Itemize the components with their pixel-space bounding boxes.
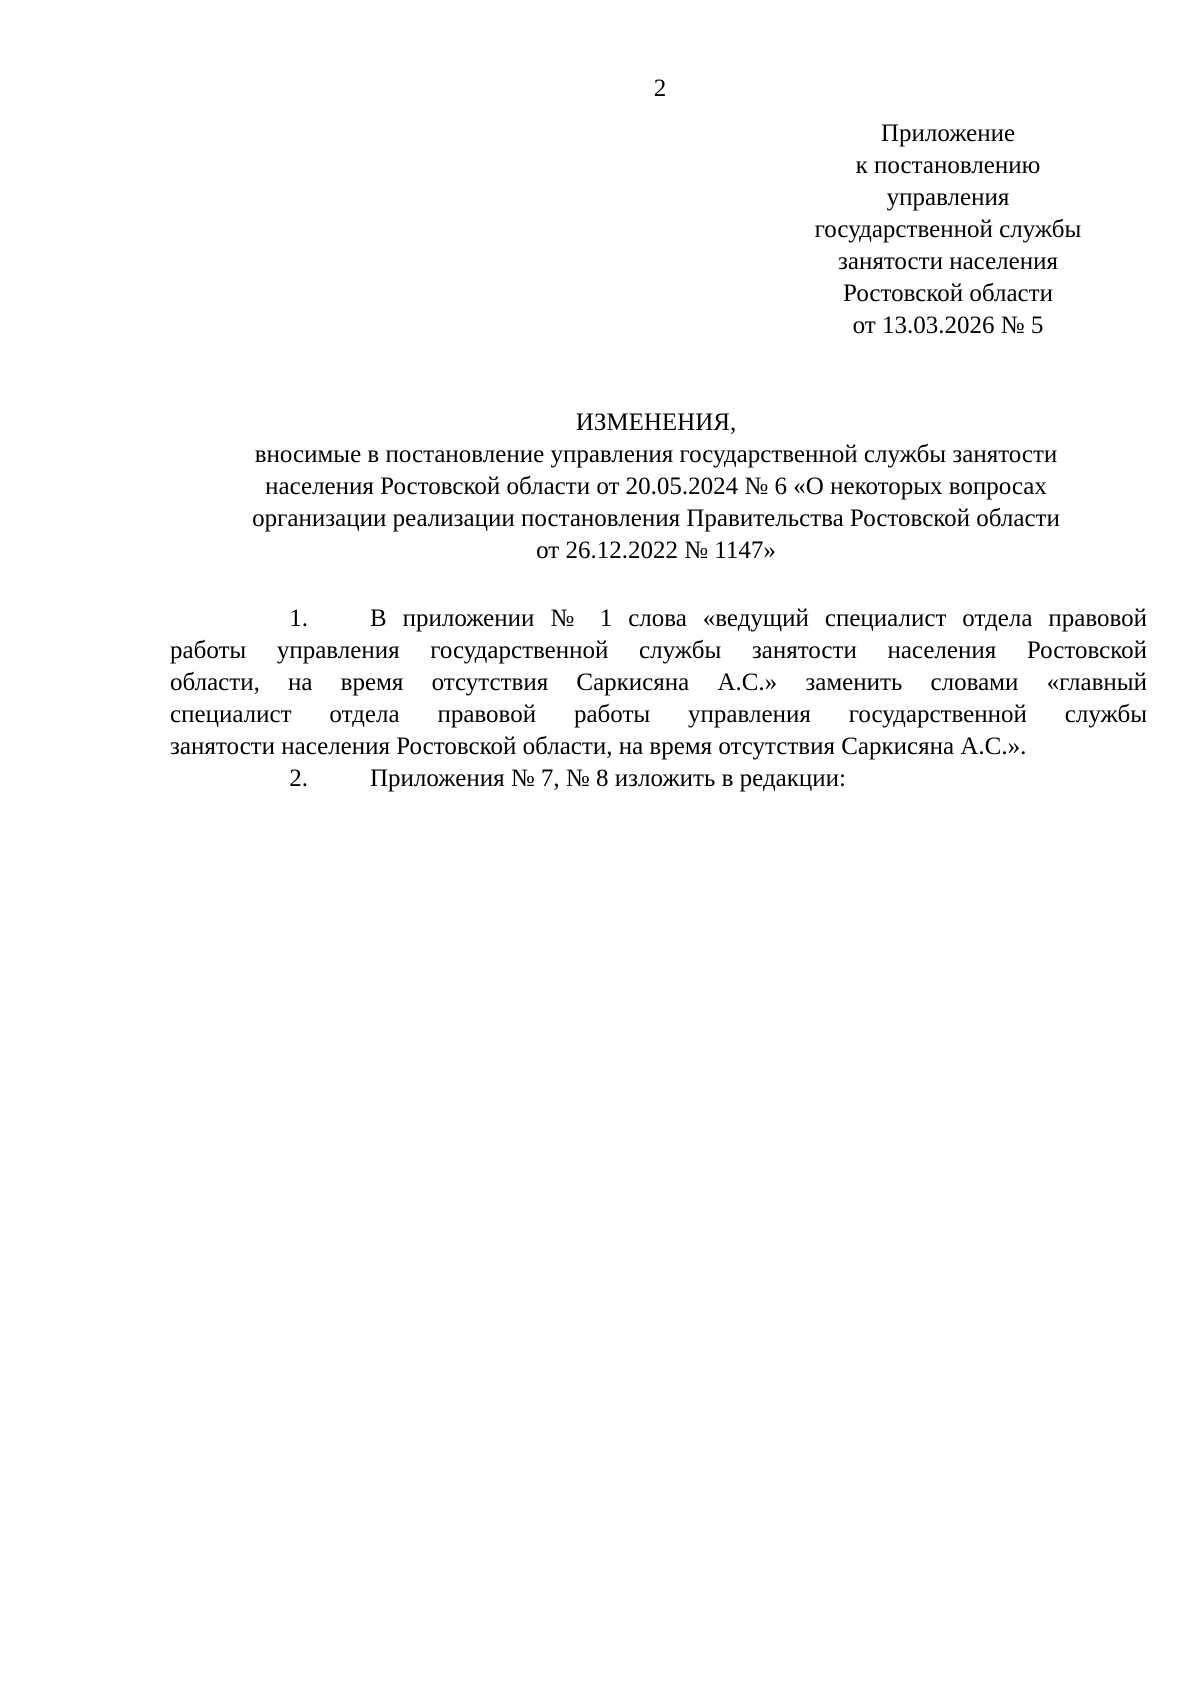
appendix-line: занятости населения — [837, 248, 1059, 275]
appendix-line: к постановлению — [855, 152, 1041, 179]
appendix-line: от 13.03.2026 № 5 — [852, 312, 1044, 339]
document-subtitle-line: населения Ростовской области от 20.05.2024 № 6 «О некоторых вопросах — [265, 473, 1047, 500]
appendix-line: Ростовской области — [843, 280, 1053, 307]
item-text-line: работы управления государственной службы занятости населения Ростовской — [170, 637, 1147, 664]
item-text-line: занятости населения Ростовской области, на время отсутствия Саркисяна А.С.». — [170, 733, 1027, 760]
document-title: ИЗМЕНЕНИЯ, — [575, 409, 737, 436]
appendix-line: управления — [886, 184, 1010, 211]
document-title-block — [166, 407, 1146, 567]
item-text-line: Приложения № 7, № 8 изложить в редакции: — [370, 765, 846, 792]
appendix-header — [781, 118, 1115, 342]
item-text-line: В приложении № 1 слова «ведущий специалист отдела правовой — [370, 605, 1147, 632]
item-number: 1. — [289, 605, 308, 632]
list-item — [170, 603, 1147, 635]
appendix-line: Приложение — [880, 120, 1016, 147]
page-number: 2 — [653, 75, 667, 102]
document-subtitle-line: вносимые в постановление управления государственной службы занятости — [254, 441, 1058, 468]
item-text-line: специалист отдела правовой работы управления государственной службы — [170, 701, 1147, 728]
document-body — [170, 603, 1147, 795]
item-text-line: области, на время отсутствия Саркисяна А.С.» заменить словами «главный — [170, 669, 1147, 696]
document-subtitle-line: организации реализации постановления Правительства Ростовской области — [252, 505, 1060, 532]
document-subtitle-line: от 26.12.2022 № 1147» — [536, 537, 776, 564]
appendix-line: государственной службы — [814, 216, 1082, 243]
item-number: 2. — [289, 765, 308, 792]
list-item — [170, 763, 1147, 795]
